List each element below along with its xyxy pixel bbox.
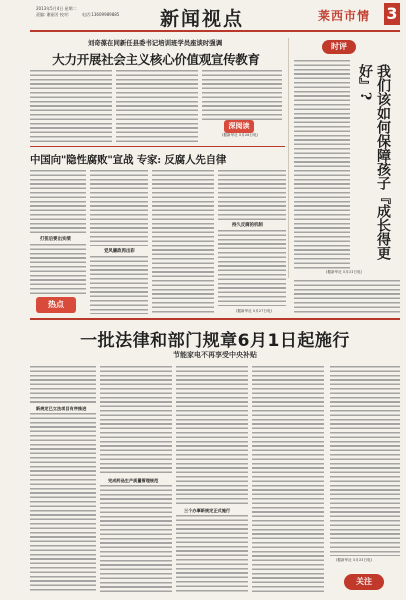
mid-body-col-1b — [30, 244, 86, 294]
date-line: 2013年5月4日 星期二 — [36, 6, 77, 11]
sidebar-lower-body — [294, 280, 400, 314]
mid-body-col-4a — [218, 170, 286, 220]
bottom-body-col-4 — [252, 366, 324, 593]
mid-body-col-1a — [30, 170, 86, 234]
bottom-body-col-2b — [100, 485, 172, 593]
mid-body-col-2a — [90, 170, 148, 246]
mid-body-col-3 — [152, 170, 214, 314]
mid-body-col-4b — [218, 230, 286, 306]
bottom-source-note: (据新华社 5月31日电) — [336, 558, 372, 562]
sidebar-headline-text: 我们该如何保障孩子『成长得更好』? — [357, 64, 391, 260]
sidebar-tag-badge — [322, 40, 356, 54]
paper-name: 莱西市情 — [318, 9, 371, 23]
page-number: 3 — [384, 3, 400, 25]
mid-body-col-2b — [90, 256, 148, 314]
bottom-subhead-c: 三个办事新规定正式施行 — [184, 508, 231, 513]
mid-headline: 中国向"隐性腐败"宣战 专家: 反腐人先自律 — [30, 154, 227, 166]
sidebar-source-note: (据新华社 5月31日电) — [326, 270, 362, 274]
bottom-subhead-b: 完成药品生产质量管理规范 — [108, 478, 159, 483]
lead-headline: 大力开展社会主义核心价值观宣传教育 — [52, 52, 260, 67]
masthead — [0, 0, 406, 34]
bottom-body-col-2a — [100, 366, 172, 476]
bottom-body-col-1a — [30, 366, 96, 404]
lead-tag-label: 深阅读 — [228, 122, 250, 130]
bottom-body-col-3b — [176, 515, 248, 593]
section-title: 新闻视点 — [160, 8, 245, 30]
mid-tag-badge — [36, 297, 76, 313]
mid-subhead-3: 持久反腐的机制 — [232, 223, 263, 228]
bottom-subhead: 节能家电不再享受中央补贴 — [173, 350, 257, 359]
bottom-body-col-3a — [176, 366, 248, 506]
sidebar-headline — [356, 64, 400, 270]
sidebar-tag-label: 时评 — [331, 42, 347, 51]
mid-subhead-2: 党风廉政再出彩 — [104, 249, 135, 254]
lead-body-col-1 — [30, 70, 112, 142]
bottom-body-col-1b — [30, 413, 96, 593]
lead-source-note: (据新华社 5月28日电) — [222, 133, 258, 137]
bottom-tag-label: 关注 — [356, 577, 372, 586]
bottom-body-col-5a — [330, 366, 400, 556]
mid-tag-label: 热点 — [48, 300, 64, 309]
mid-source-note: (据新华社 5月27日电) — [236, 309, 272, 313]
bottom-headline: 一批法律和部门规章6月1日起施行 — [80, 331, 350, 351]
lead-body-col-3 — [202, 70, 282, 122]
lead-body-col-2 — [116, 70, 198, 142]
section-rule-2 — [30, 318, 400, 320]
masthead-rule — [30, 30, 400, 32]
lead-tag-badge — [224, 120, 254, 133]
editor-line: 责编: 谢丽芳 校对: — [36, 12, 70, 17]
lead-kicker: 刘奇葆在同新任县委书记培训班学员座谈时强调 — [87, 39, 223, 47]
sidebar-body-left — [294, 60, 350, 270]
bottom-subhead-a: 新规定已立法项目有序推进 — [36, 406, 87, 411]
phone-line: 电话:13609989885 — [82, 12, 120, 17]
column-divider-top — [288, 38, 289, 278]
bottom-tag-badge — [344, 574, 384, 590]
mid-subhead-1: 打扭后要出实绩 — [40, 237, 71, 242]
section-rule-1 — [30, 146, 285, 147]
